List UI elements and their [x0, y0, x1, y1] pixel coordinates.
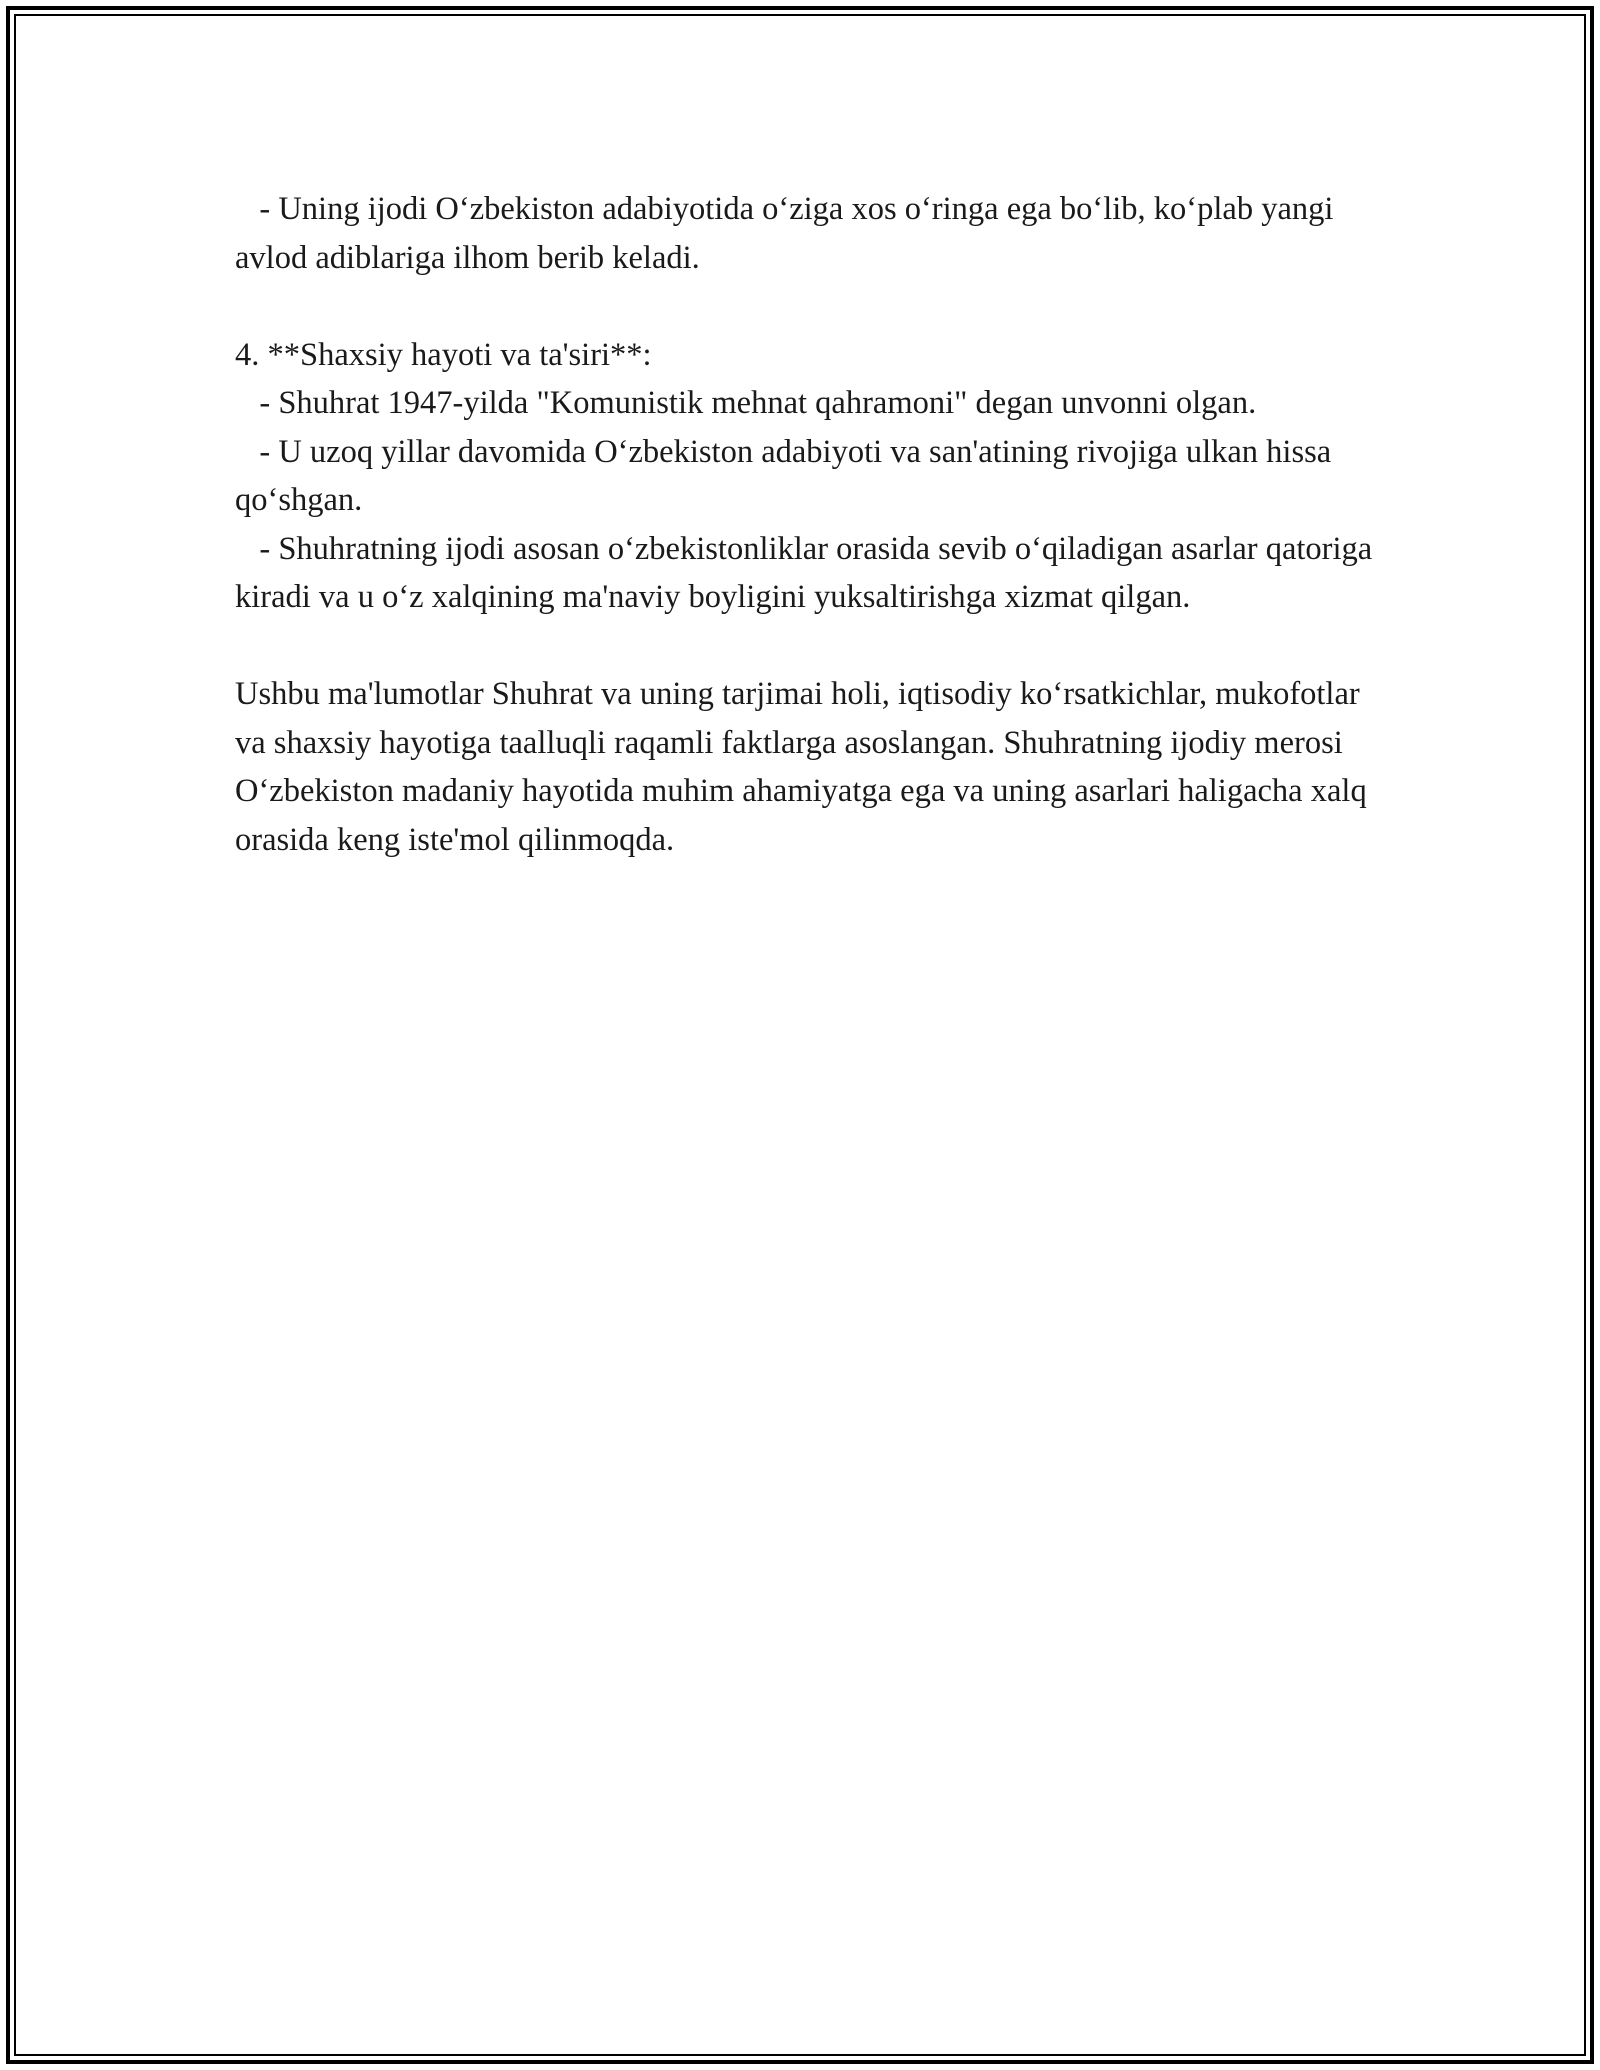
section-bullet: - U uzoq yillar davomida O‘zbekiston adabiyoti va san'atining rivojiga ulkan hissa qo‘shgan. [235, 433, 1340, 518]
section-bullet: - Shuhrat 1947-yilda "Komunistik mehnat qahramoni" degan unvonni olgan. [235, 385, 1257, 421]
section-heading: 4. **Shaxsiy hayoti va ta'siri**: [235, 336, 652, 373]
paragraph-gap [235, 622, 1375, 671]
section-bullet: - Shuhratning ijodi asosan o‘zbekistonliklar orasida sevib o‘qiladigan asarlar qatoriga kiradi va u o‘z xalqining ma'naviy boyligini yuksaltirishga xizmat qilgan. [235, 530, 1381, 615]
intro-bullet: - Uning ijodi O‘zbekiston adabiyotida o‘ziga xos o‘ringa ega bo‘lib, ko‘plab yangi avlod adiblariga ilhom berib keladi. [235, 191, 1342, 276]
document-body [235, 185, 1381, 864]
conclusion-paragraph: Ushbu ma'lumotlar Shuhrat va uning tarjimai holi, iqtisodiy ko‘rsatkichlar, mukofotlar va shaxsiy hayotiga taalluqli raqamli faktlarga asoslangan. Shuhratning ijodiy merosi O‘zbekiston madaniy hayotida muhim ahamiyatga ega va uning asarlari haligacha xalq orasida keng iste'mol qilinmoqda. [235, 676, 1375, 858]
paragraph-gap [235, 282, 1375, 331]
